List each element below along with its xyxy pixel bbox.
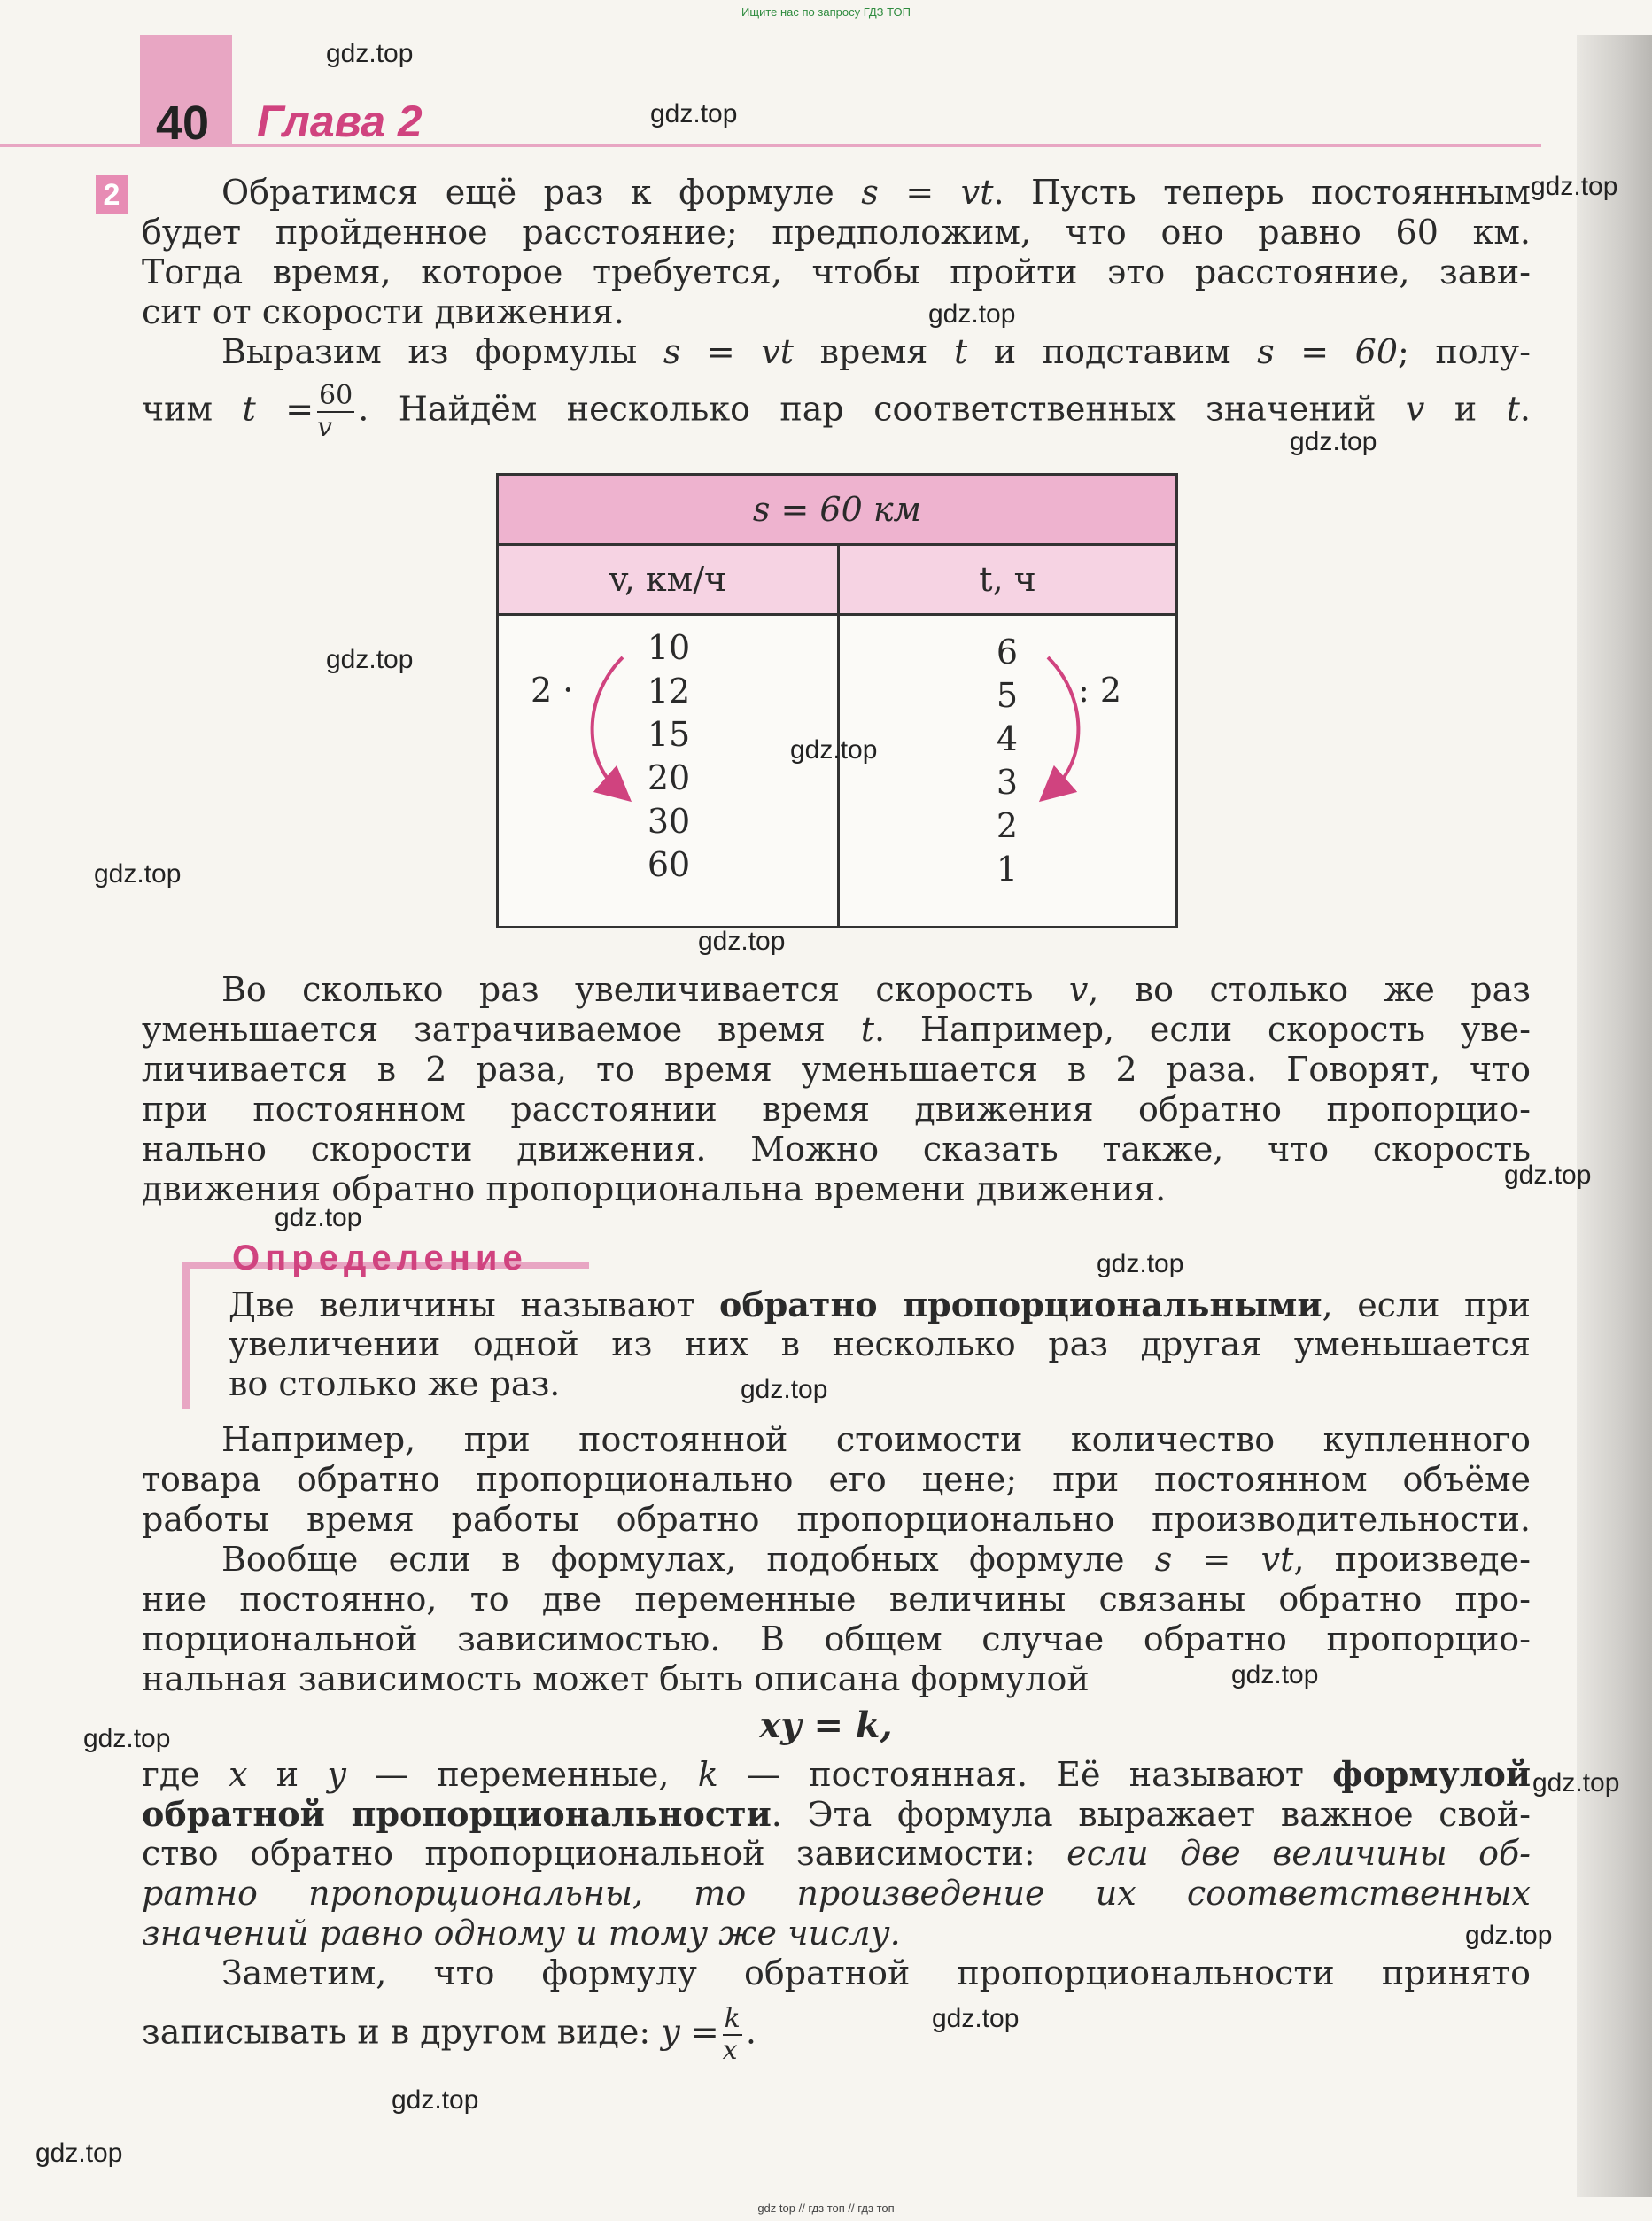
v-value: 15 (647, 715, 691, 754)
v-value: 60 (647, 845, 691, 884)
watermark: gdz.top (94, 859, 182, 889)
bottom-note: gdz top // гдз топ // гдз топ (757, 2202, 895, 2215)
para5-line4: нальная зависимость может быть описана формулой (142, 1659, 1090, 1698)
v-value: 30 (647, 802, 691, 841)
divide-note: : 2 (1078, 671, 1122, 710)
definition-line2: увеличении одной из них в несколько раз другая уменьшается (229, 1324, 1531, 1363)
t-value: 6 (996, 633, 1019, 672)
header-rule (0, 144, 1541, 147)
table-arrows (499, 476, 1175, 926)
para4-line3: работы время работы обратно пропорционально производительности. (142, 1500, 1531, 1539)
watermark: gdz.top (741, 1375, 828, 1404)
table-col-speed: v, км/ч (499, 546, 840, 616)
watermark: gdz.top (790, 735, 878, 765)
watermark: gdz.top (35, 2139, 123, 2168)
watermark: gdz.top (275, 1203, 362, 1232)
para1-line3: Тогда время, которое требуется, чтобы пройти это расстояние, зави- (142, 252, 1531, 291)
arrow-down-right (1048, 657, 1078, 790)
para3-line3: личивается в 2 раза, то время уменьшается в 2 раза. Говорят, что (142, 1050, 1531, 1089)
watermark: gdz.top (1531, 172, 1618, 201)
t-value: 2 (996, 806, 1019, 845)
para1-line2: будет пройденное расстояние; предположим, что оно равно 60 км. (142, 213, 1531, 252)
page-number: 40 (156, 97, 210, 150)
definition-bar-vertical (182, 1267, 190, 1409)
para6-line4: ратно пропорциональны, то произведение их соответственных (142, 1874, 1531, 1913)
definition-title: Определение (232, 1239, 528, 1277)
para3-line4: при постоянном расстоянии время движения обратно пропорцио- (142, 1090, 1531, 1129)
t-value: 5 (996, 676, 1019, 715)
para1-line4: сит от скорости движения. (142, 292, 624, 331)
watermark: gdz.top (83, 1724, 171, 1753)
table-col-time: t, ч (840, 546, 1175, 616)
watermark: gdz.top (326, 645, 414, 674)
watermark: gdz.top (392, 2085, 479, 2115)
para3-line5: нально скорости движения. Можно сказать также, что скорость (142, 1130, 1531, 1169)
para6-line5: значений равно одному и тому же числу. (142, 1914, 901, 1953)
multiply-note: 2 · (531, 671, 574, 710)
para5-line2: ние постоянно, то две переменные величины связаны обратно про- (142, 1580, 1531, 1619)
para6-line2: обратной пропорциональности. Эта формула выражает важное свой- (142, 1794, 1532, 1834)
para5-line1: Вообще если в формулах, подобных формуле s = vt, произведе- (221, 1540, 1531, 1579)
watermark: gdz.top (1504, 1161, 1592, 1190)
para5-line3: порциональной зависимостью. В общем случае обратно пропорцио- (142, 1619, 1531, 1658)
t-value: 4 (996, 719, 1019, 758)
para4-line1: Например, при постоянной стоимости количество купленного (221, 1420, 1531, 1459)
para7-line1: Заметим, что формулу обратной пропорциональности принято (221, 1953, 1531, 1992)
watermark: gdz.top (326, 39, 414, 68)
para6-line3: ство обратно пропорциональной зависимости: если две величины об- (142, 1834, 1531, 1873)
para4-line2: товара обратно пропорционально его цене; при постоянном объёме (142, 1460, 1531, 1499)
watermark: gdz.top (1231, 1660, 1319, 1689)
para1-line1: Обратимся ещё раз к формуле s = vt. Пусть теперь постоянным (221, 173, 1531, 212)
formula-xy-k: xy = k, (759, 1705, 893, 1746)
v-value: 20 (647, 758, 691, 797)
t-value: 3 (996, 763, 1019, 802)
t-value: 1 (996, 850, 1019, 889)
page-edge (1577, 35, 1652, 2197)
watermark: gdz.top (1290, 427, 1377, 456)
watermark: gdz.top (1532, 1768, 1620, 1798)
arrow-down-left (593, 657, 623, 790)
para3-line1: Во сколько раз увеличивается скорость v, во столько же раз (221, 970, 1531, 1009)
para6-line1: где x и y — переменные, k — постоянная. Её называют формулой (142, 1754, 1532, 1794)
watermark: gdz.top (1465, 1921, 1553, 1950)
table-header: s = 60 км (499, 476, 1175, 546)
watermark: gdz.top (928, 299, 1016, 329)
definition-line1: Две величины называют обратно пропорциональными, если при (229, 1285, 1531, 1324)
watermark: gdz.top (698, 927, 786, 956)
para3-line2: уменьшается затрачиваемое время t. Например, если скорость уве- (142, 1010, 1531, 1049)
speed-time-table (496, 473, 1178, 928)
section-badge: 2 (96, 175, 128, 214)
fraction-k-over-x: $\frac{k}{x}$ (722, 2003, 741, 2066)
v-value: 10 (647, 628, 691, 667)
watermark: gdz.top (1097, 1249, 1184, 1278)
para3-line6: движения обратно пропорциональна времени движения. (142, 1169, 1167, 1208)
fraction-60-over-v: $\frac{60}{v}$ (317, 380, 353, 443)
chapter-title: Глава 2 (257, 97, 423, 146)
watermark: gdz.top (650, 99, 738, 128)
watermark: gdz.top (932, 2004, 1020, 2033)
definition-line3: во столько же раз. (229, 1364, 561, 1403)
para2-line2: чим t = $\frac{60}{v}$ . Найдём несколько пар соответственных значений v и t. (142, 380, 1531, 443)
v-value: 12 (647, 672, 691, 711)
para7-line2: записывать и в другом виде: y = $\frac{k}{x}$ . (142, 2003, 756, 2066)
para2-line1: Выразим из формулы s = vt время t и подставим s = 60; полу- (221, 332, 1531, 371)
top-note: Ищите нас по запросу ГДЗ ТОП (741, 5, 911, 19)
